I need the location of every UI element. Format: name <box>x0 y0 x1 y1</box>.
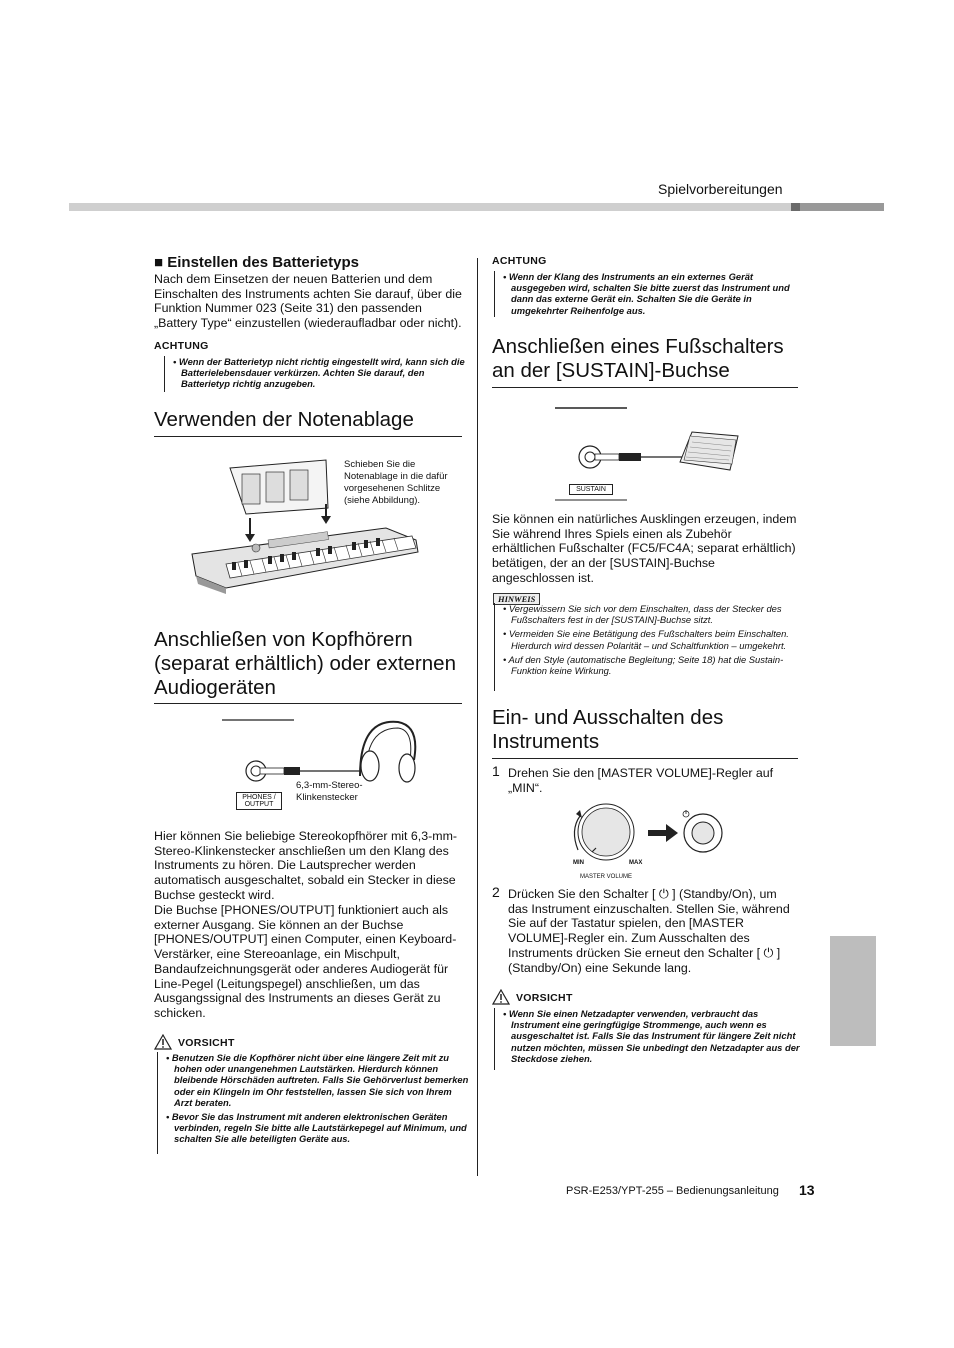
square-bullet-icon: ■ <box>154 254 164 271</box>
sustain-heading: Anschließen eines Fußschalters an der [SUSTAIN]-Buchse <box>492 335 784 382</box>
headphones-text: Hier können Sie beliebige Stereokopfhörer mit 6,3-mm-Stereo-Klinkenstecker anschließen um den Klang des Instruments zu hören. Die Lautsprecher werden automatisch ausgeschaltet, sobald ein Stecker in diese Buchse gesteckt wird. <box>154 829 458 902</box>
heading-rule <box>154 436 462 437</box>
knob-max-label: MAX <box>629 860 643 866</box>
knob-min-label: MIN <box>573 860 584 866</box>
phones-output-jack-label: PHONES / OUTPUT <box>236 792 282 810</box>
header-bar <box>69 203 884 211</box>
heading-rule <box>492 758 798 759</box>
top-caution-title: ACHTUNG <box>492 255 547 267</box>
note-item: • Auf den Style (automatische Begleitung; Seite 18) hat die Sustain-Funktion keine Wirkung. <box>503 653 784 677</box>
section-title: Spielvorbereitungen <box>658 181 783 197</box>
sustain-text: Sie können ein natürliches Ausklingen erzeugen, indem Sie während Ihres Spiels einen als Zubehör erhältlichen Fußschalter (FC5/FC4A; separat erhältlich) betätigen, der an der [SUSTAIN]-Buchse angeschlossen ist. <box>492 512 797 585</box>
battery-heading: ■ Einstellen des Batterietyps <box>154 254 359 271</box>
headphones-heading: Anschließen von Kopfhörern (separat erhältlich) oder externen Audiogeräten <box>154 628 456 699</box>
output-text: Die Buchse [PHONES/OUTPUT] funktioniert auch als externer Ausgang. Sie können an der Buchse [PHONES/OUTPUT] einen Computer, einen Keyboard-Verstärker, eine Stereoanlage, ein Mischpult, Bandaufzeichnungsgerät oder anderes Audiogerät für Line-Pegel (Leitungspegel) anschließen, um das Ausgangssignal des Instruments an dieses Gerät zu schicken. <box>154 903 457 1020</box>
sustain-jack-label: SUSTAIN <box>569 484 613 495</box>
caution-item: • Wenn der Batterietyp nicht richtig eingestellt wird, kann sich die Batterielebensdauer verkürzen. Achten Sie darauf, den Batterietyp richtig anzugeben. <box>173 356 465 390</box>
battery-caution-title: ACHTUNG <box>154 340 209 352</box>
warning-icon <box>154 1034 172 1050</box>
plug-caption: 6,3-mm-Stereo-Klinkenstecker <box>296 780 363 803</box>
step2-text: Drücken Sie den Schalter [ ⏻ ] (Standby/On), um das Instrument einzuschalten. Stellen Sie, während Sie auf der Tastatur spielen, den [MASTER VOLUME]-Regler ein. Zum Ausschalten des Instruments drücken Sie erneut den Schalter [ ⏻ ] (Standby/On) eine Sekunde lang. <box>508 887 790 975</box>
manual-name: PSR-E253/YPT-255 – Bedienungsanleitung <box>566 1185 779 1197</box>
power-icon: ⏻ <box>760 945 777 960</box>
warning-icon <box>492 989 510 1005</box>
master-volume-illustration <box>566 800 736 880</box>
master-volume-label: MASTER VOLUME <box>580 874 633 880</box>
caution-item: • Wenn Sie einen Netzadapter verwenden, verbraucht das Instrument eine geringfügige Strommenge, auch wenn es ausgeschaltet ist. Falls Sie das Instrument für längere Zeit nicht nutzen möchten, müssen Sie unbedingt den Netzadapter aus der Steckdose ziehen. <box>503 1008 800 1064</box>
step-number: 1 <box>492 763 500 779</box>
music-rest-heading: Verwenden der Notenablage <box>154 408 414 431</box>
hinweis-badge: HINWEIS <box>493 589 540 607</box>
sustain-note-box <box>494 603 807 691</box>
note-item: • Vergewissern Sie sich vor dem Einschalten, dass der Stecker des Fußschalters fest in der [SUSTAIN]-Buchse sitzt. <box>503 603 782 626</box>
headphones-caution-box <box>157 1052 471 1154</box>
chapter-tab <box>830 936 876 1046</box>
caution-item: • Wenn der Klang des Instruments an ein externes Gerät ausgegeben wird, schalten Sie bitte zuerst das Instrument und dann das externe Gerät ein. Schalten Sie die Geräte in umgekehrter Reihenfolge aus. <box>503 271 790 316</box>
battery-text: Nach dem Einsetzen der neuen Batterien und dem Einschalten des Instruments achten Sie darauf, über die Funktion Nummer 023 (Seite 31) den passenden „Battery Type“ einzustellen (wiederaufladbar oder nicht). <box>154 272 462 331</box>
header-bar-marker <box>791 203 800 211</box>
heading-rule <box>154 703 462 704</box>
top-caution-box <box>494 271 807 317</box>
power-heading: Ein- und Ausschalten des Instruments <box>492 706 724 753</box>
page-number: 13 <box>799 1182 815 1198</box>
power-caution-box <box>494 1008 807 1070</box>
vorsicht-title: VORSICHT <box>178 1037 235 1049</box>
caution-item: • Bevor Sie das Instrument mit anderen elektronischen Geräten verbinden, regeln Sie bitte alle Lautstärkepegel auf Minimum, und schalten Sie alle beteiligten Geräte aus. <box>166 1111 467 1145</box>
caution-item: • Benutzen Sie die Kopfhörer nicht über eine längere Zeit mit zu hohen oder unangenehmen Lautstärken. Hierdurch können bleibende Hörschäden auftreten. Falls Sie Gehörverlust bemerken oder ein Klingeln im Ohr feststellen, lassen Sie sich von Ihrem Arzt beraten. <box>166 1052 469 1108</box>
music-rest-caption: Schieben Sie die Notenablage in die dafür vorgesehenen Schlitze (siehe Abbildung). <box>344 459 448 506</box>
note-item: • Vermeiden Sie eine Betätigung des Fußschalters beim Einschalten. Hierdurch wird dessen Polarität – und Schaltfunktion – umgekehrt. <box>503 628 789 651</box>
battery-caution-box <box>164 356 471 392</box>
power-icon: ⏻ <box>655 887 673 901</box>
step1-text: Drehen Sie den [MASTER VOLUME]-Regler auf „MIN“. <box>508 766 774 795</box>
vorsicht-title: VORSICHT <box>516 992 573 1004</box>
heading-rule <box>492 387 798 388</box>
header-bar-end <box>800 203 884 211</box>
column-divider <box>477 258 478 1176</box>
step-number: 2 <box>492 884 500 900</box>
